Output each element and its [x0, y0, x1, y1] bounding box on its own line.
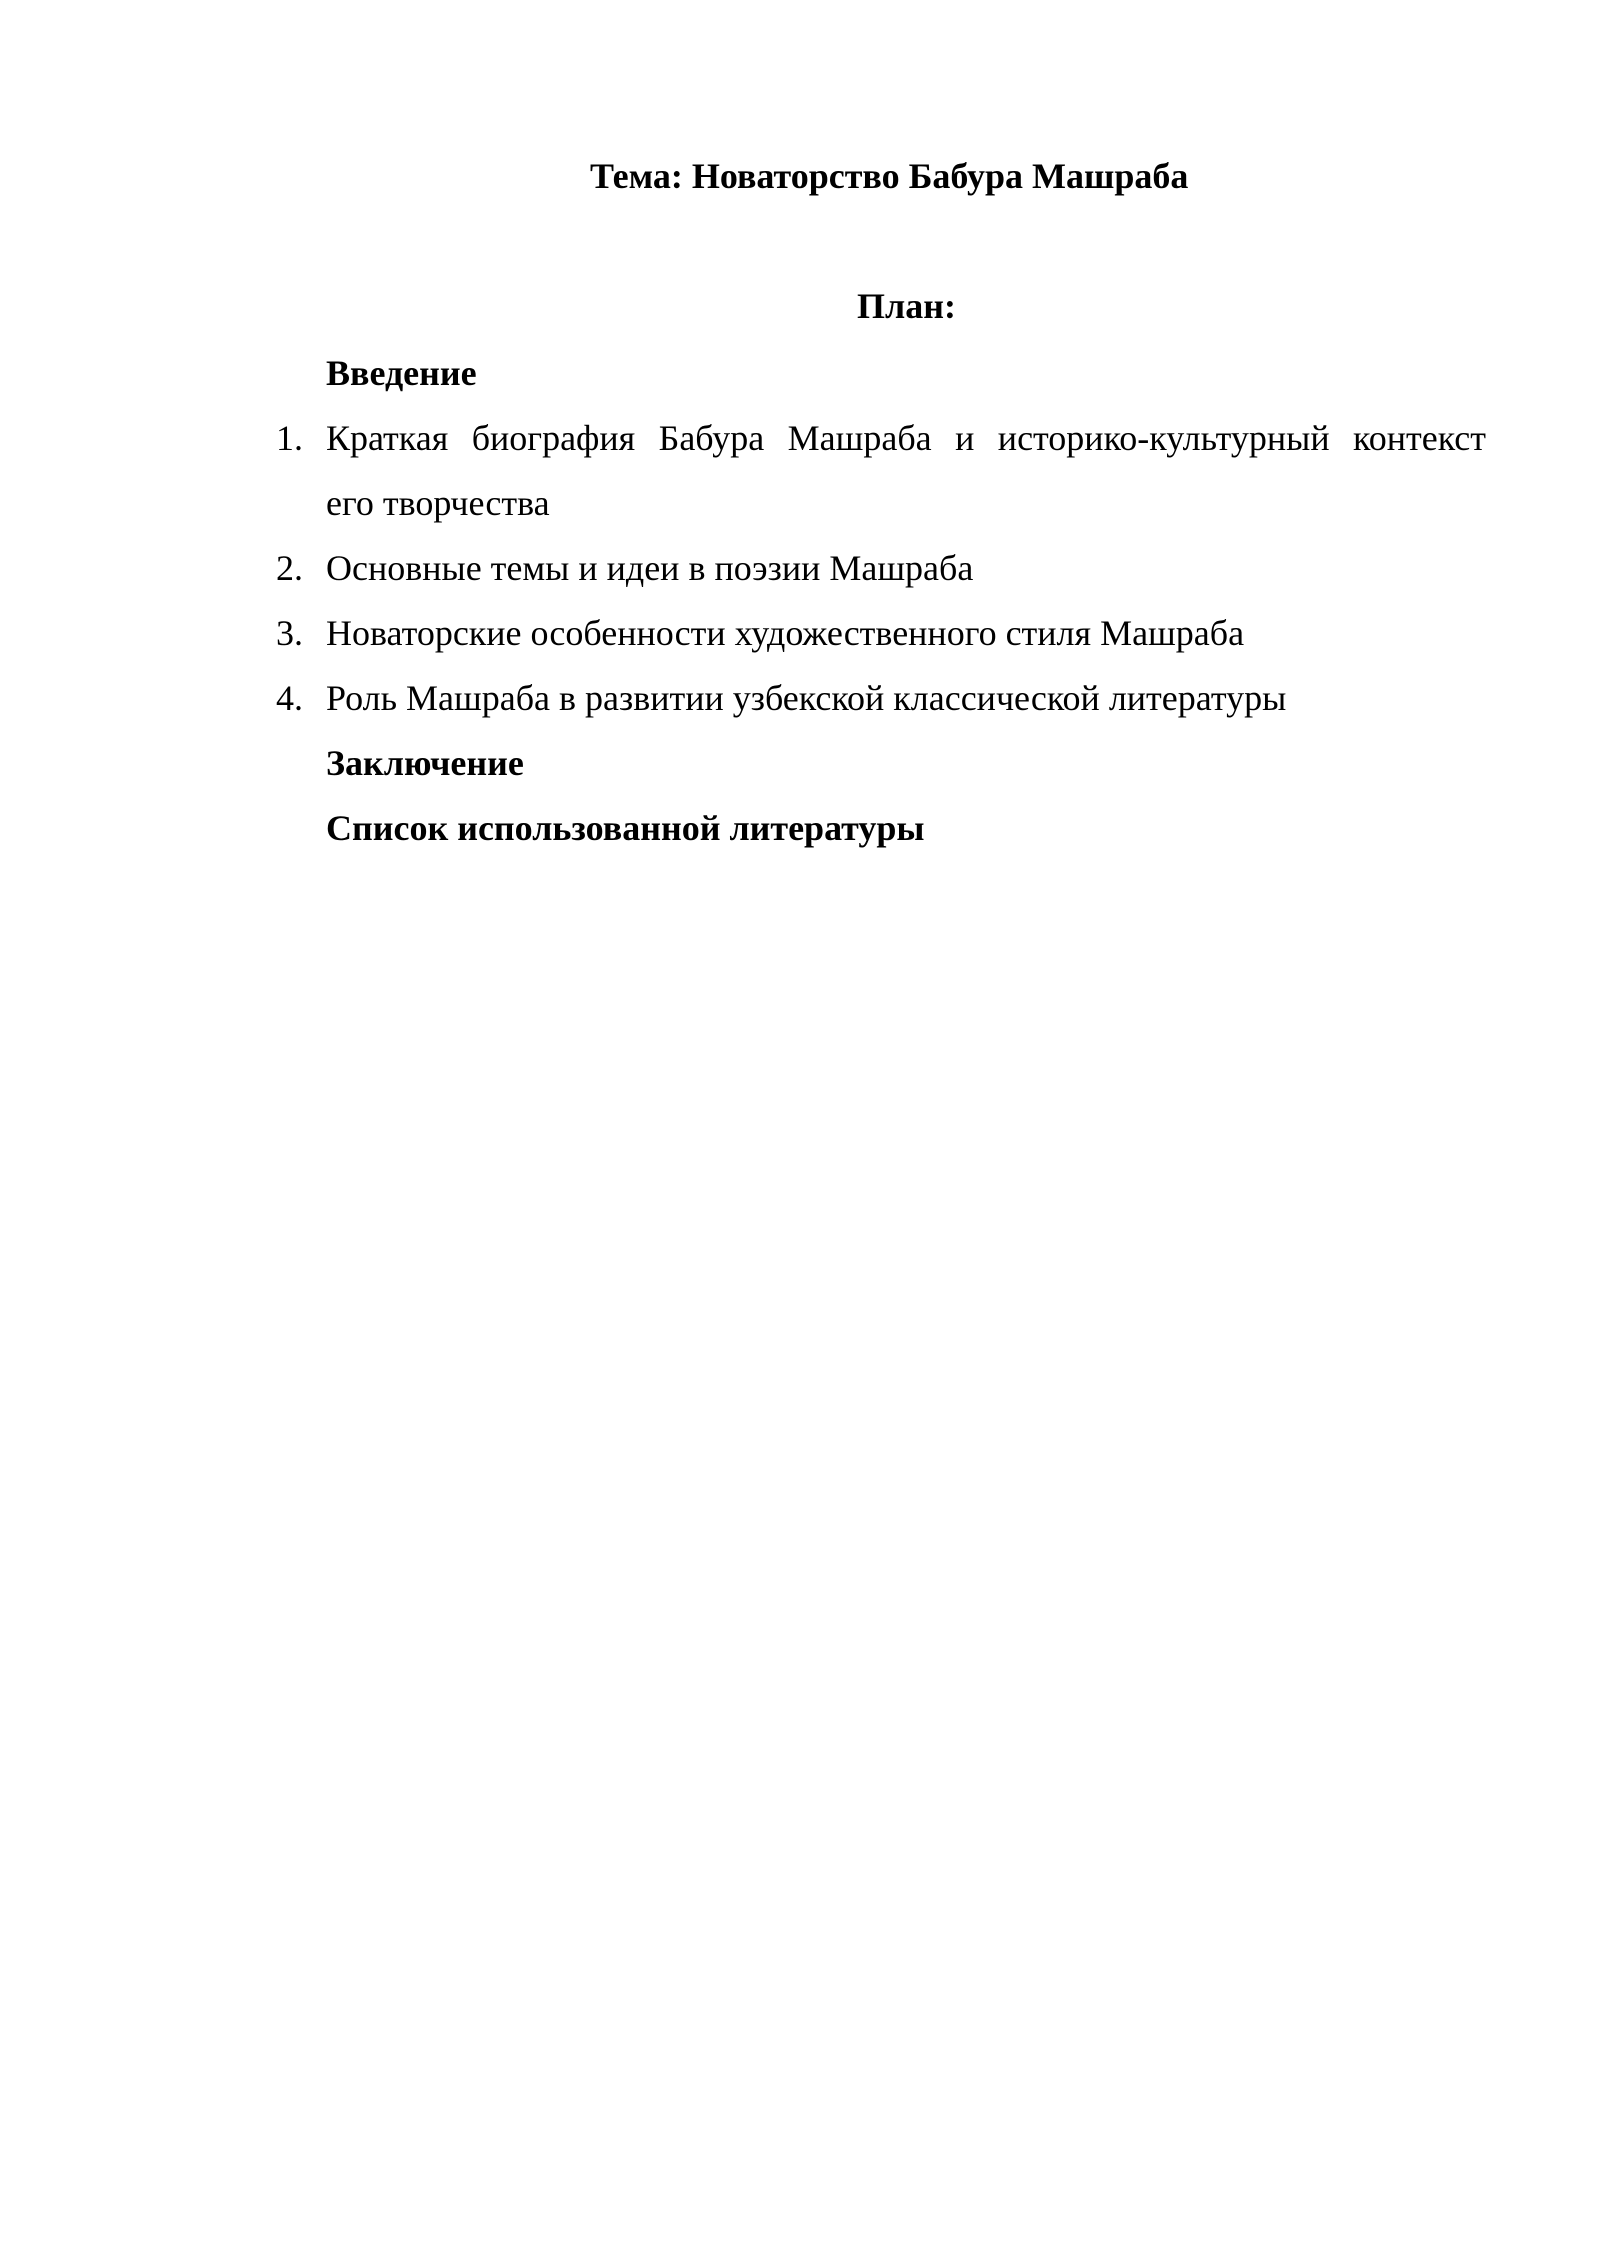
list-item-text: Основные темы и идеи в поэзии Машраба	[326, 548, 974, 588]
list-item	[276, 536, 1486, 601]
conclusion-heading: Заключение	[326, 743, 524, 783]
list-item-text-line-1: Краткая биография Бабура Машраба и историко-культурный контекст	[326, 418, 1486, 458]
plan-heading	[0, 280, 1600, 332]
list-item-number: 4.	[276, 678, 303, 718]
list-item-number: 1.	[276, 418, 303, 458]
list-item-text-line-2: его творчества	[326, 483, 550, 523]
references-heading: Список использованной литературы	[326, 808, 925, 848]
list-item-number: 2.	[276, 548, 303, 588]
list-item	[276, 666, 1486, 731]
plan-heading-text: План:	[857, 286, 956, 326]
list-item	[276, 601, 1486, 666]
list-item-text: Новаторские особенности художественного стиля Машраба	[326, 613, 1245, 653]
list-item-text: Роль Машраба в развитии узбекской классической литературы	[326, 678, 1287, 718]
plan-list	[276, 406, 1486, 731]
plan-content	[276, 341, 1486, 861]
introduction-heading: Введение	[326, 353, 477, 393]
list-item-text	[326, 406, 1486, 536]
list-item-number: 3.	[276, 613, 303, 653]
list-item	[276, 406, 1486, 536]
document-title: Тема: Новаторство Бабура Машраба	[590, 156, 1189, 196]
